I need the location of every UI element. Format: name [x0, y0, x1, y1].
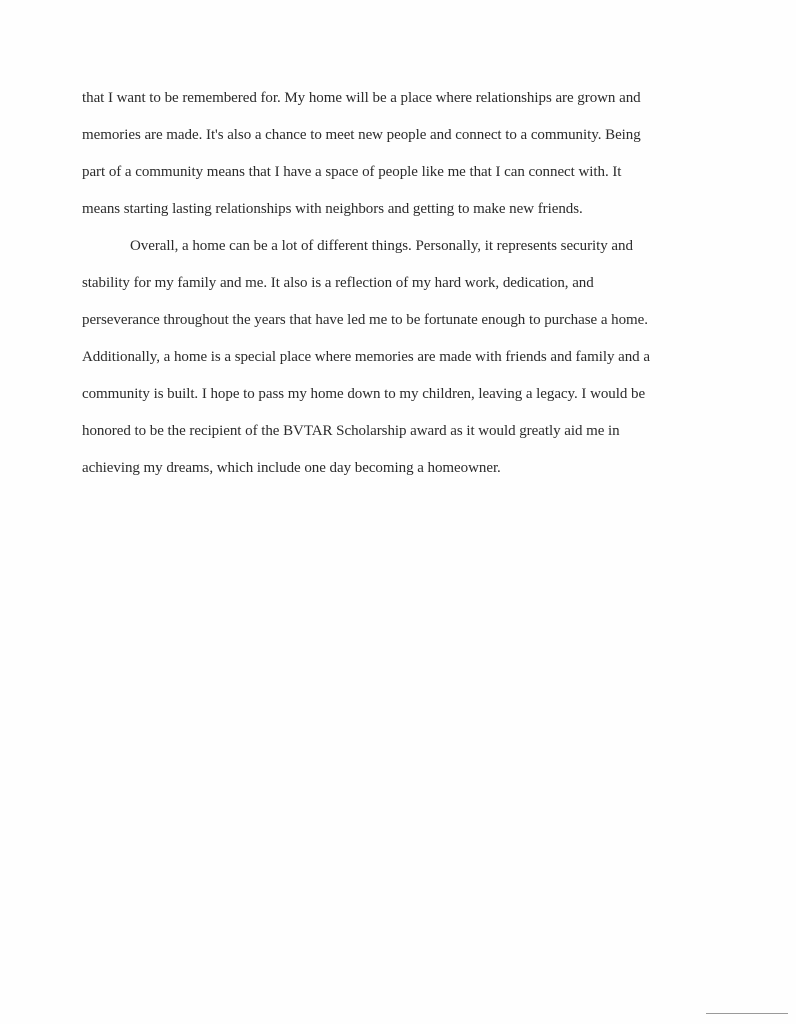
text-line-indented: Overall, a home can be a lot of different things. Personally, it represents security and — [130, 238, 633, 254]
text-line: achieving my dreams, which include one day becoming a homeowner. — [82, 460, 501, 476]
text-line: Additionally, a home is a special place where memories are made with friends and family and a — [82, 349, 650, 365]
scan-edge-mark — [706, 1013, 788, 1014]
text-line: memories are made. It's also a chance to meet new people and connect to a community. Being — [82, 127, 641, 143]
text-line: honored to be the recipient of the BVTAR Scholarship award as it would greatly aid me in — [82, 423, 620, 439]
text-line: means starting lasting relationships with neighbors and getting to make new friends. — [82, 201, 583, 217]
text-line: that I want to be remembered for. My home will be a place where relationships are grown and — [82, 90, 641, 106]
text-line: part of a community means that I have a space of people like me that I can connect with. It — [82, 164, 622, 180]
essay-body — [82, 80, 712, 487]
text-line: community is built. I hope to pass my home down to my children, leaving a legacy. I would be — [82, 386, 646, 402]
text-line: perseverance throughout the years that have led me to be fortunate enough to purchase a home. — [82, 312, 648, 328]
paragraph-2 — [82, 228, 712, 487]
paragraph-1 — [82, 80, 712, 228]
text-line: stability for my family and me. It also is a reflection of my hard work, dedication, and — [82, 275, 594, 291]
